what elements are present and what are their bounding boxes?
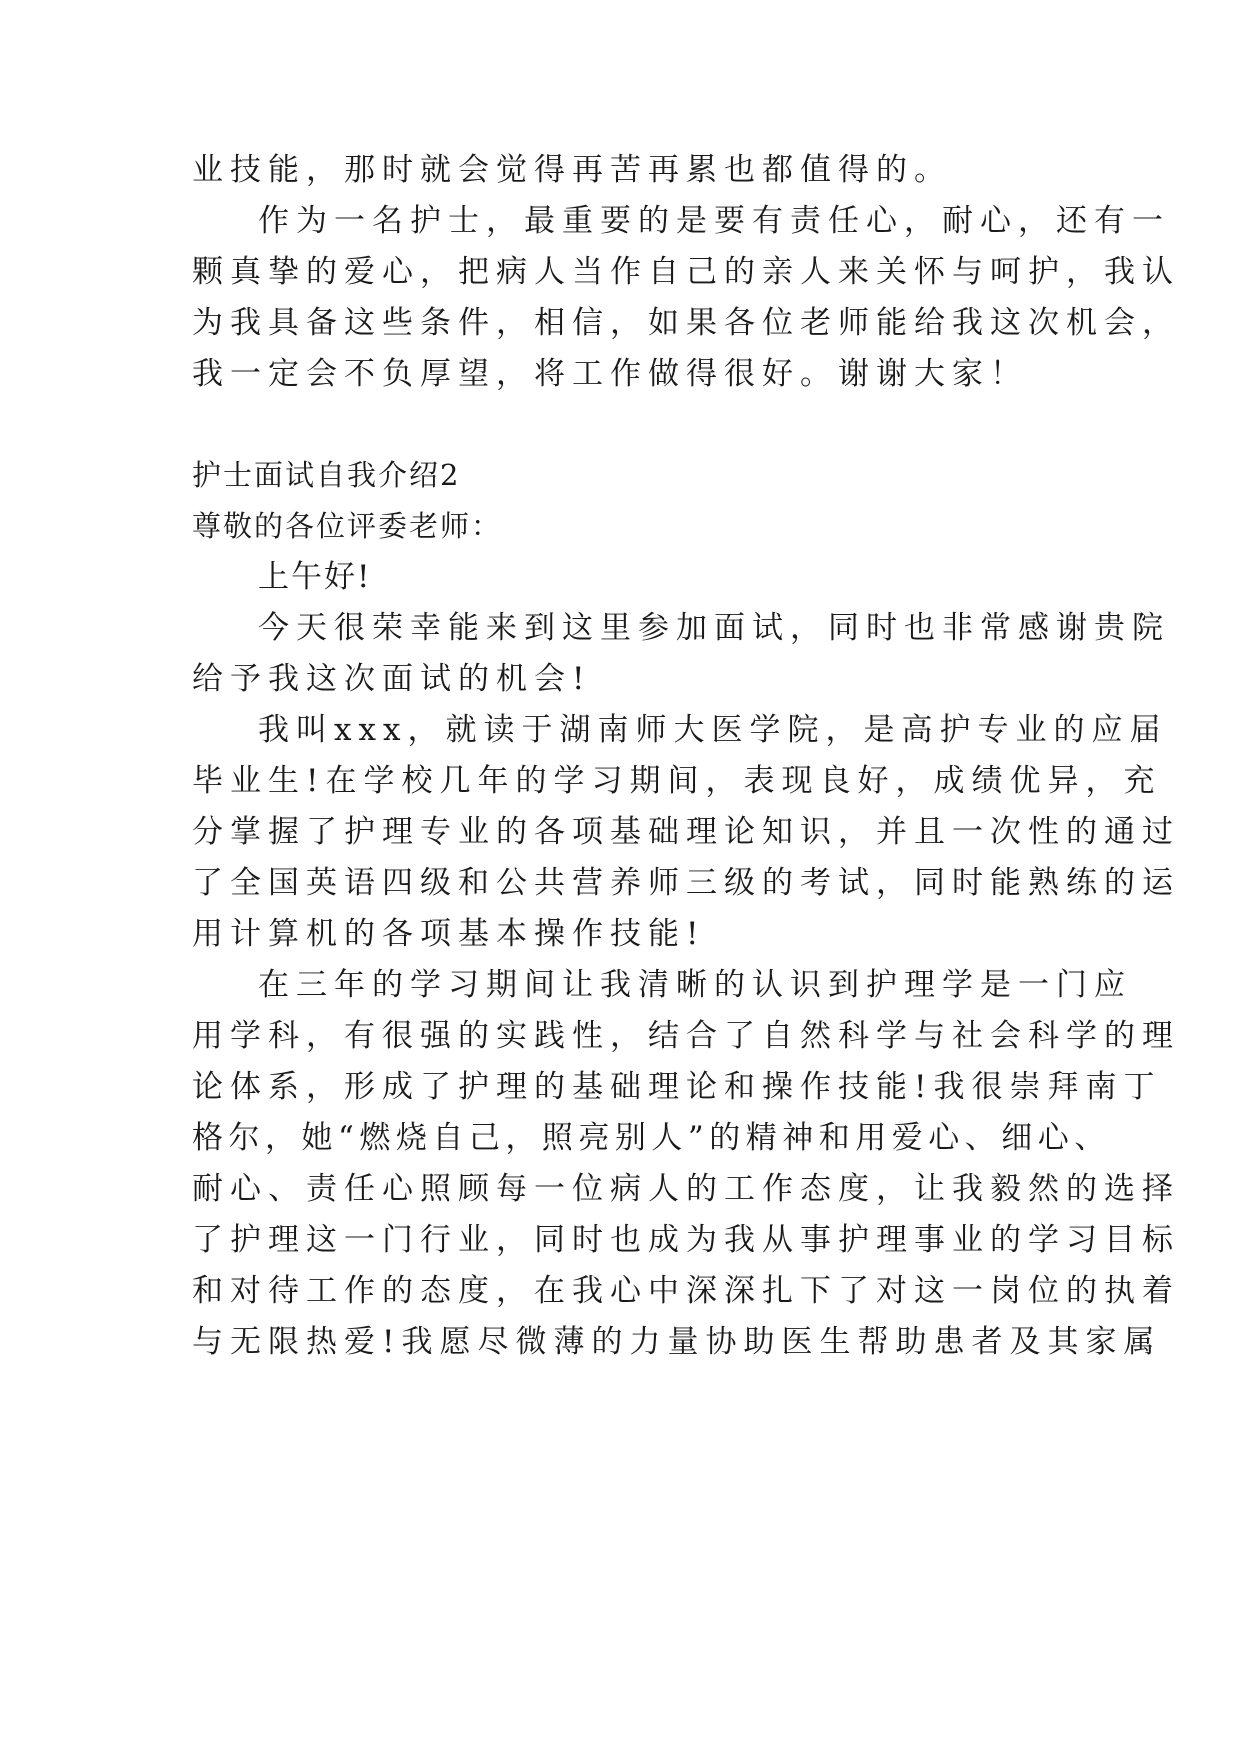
text-line: 毕业生!在学校几年的学习期间，表现良好，成绩优异，充: [192, 763, 1162, 799]
text-line: 作为一名护士，最重要的是要有责任心，耐心，还有一: [258, 203, 1170, 239]
text-line: 用学科，有很强的实践性，结合了自然科学与社会科学的理: [192, 1018, 1180, 1054]
text-line: 格尔，她“燃烧自己，照亮别人”的精神和用爱心、细心、: [192, 1120, 1111, 1156]
text-line: 为我具备这些条件，相信，如果各位老师能给我这次机会，: [192, 305, 1180, 341]
salutation: 尊敬的各位评委老师：: [192, 509, 503, 543]
text-line: 我一定会不负厚望，将工作做得很好。谢谢大家！: [192, 356, 1028, 392]
text-line: 今天很荣幸能来到这里参加面试，同时也非常感谢贵院: [258, 610, 1170, 646]
text-line: 在三年的学习期间让我清晰的认识到护理学是一门应: [258, 967, 1132, 1003]
text-line: 颗真挚的爱心，把病人当作自己的亲人来关怀与呵护，我认: [192, 254, 1180, 290]
text-line: 了护理这一门行业，同时也成为我从事护理事业的学习目标: [192, 1222, 1180, 1258]
text-line: 了全国英语四级和公共营养师三级的考试，同时能熟练的运: [192, 865, 1180, 901]
text-line: 业技能，那时就会觉得再苦再累也都值得的。: [192, 152, 952, 188]
text-line: 耐心、责任心照顾每一位病人的工作态度，让我毅然的选择: [192, 1171, 1180, 1207]
text-line: 我叫xxx，就读于湖南师大医学院，是高护专业的应届: [258, 712, 1168, 748]
text-line: 用计算机的各项基本操作技能!: [192, 916, 706, 952]
text-line: 与无限热爱!我愿尽微薄的力量协助医生帮助患者及其家属: [192, 1324, 1162, 1360]
section-title: 护士面试自我介绍2: [192, 458, 461, 492]
text-line: 和对待工作的态度，在我心中深深扎下了对这一岗位的执着: [192, 1273, 1180, 1309]
greeting: 上午好!: [258, 559, 372, 595]
text-line: 给予我这次面试的机会!: [192, 661, 592, 697]
text-line: 分掌握了护理专业的各项基础理论知识，并且一次性的通过: [192, 814, 1180, 850]
text-line: 论体系，形成了护理的基础理论和操作技能!我很崇拜南丁: [192, 1069, 1162, 1105]
